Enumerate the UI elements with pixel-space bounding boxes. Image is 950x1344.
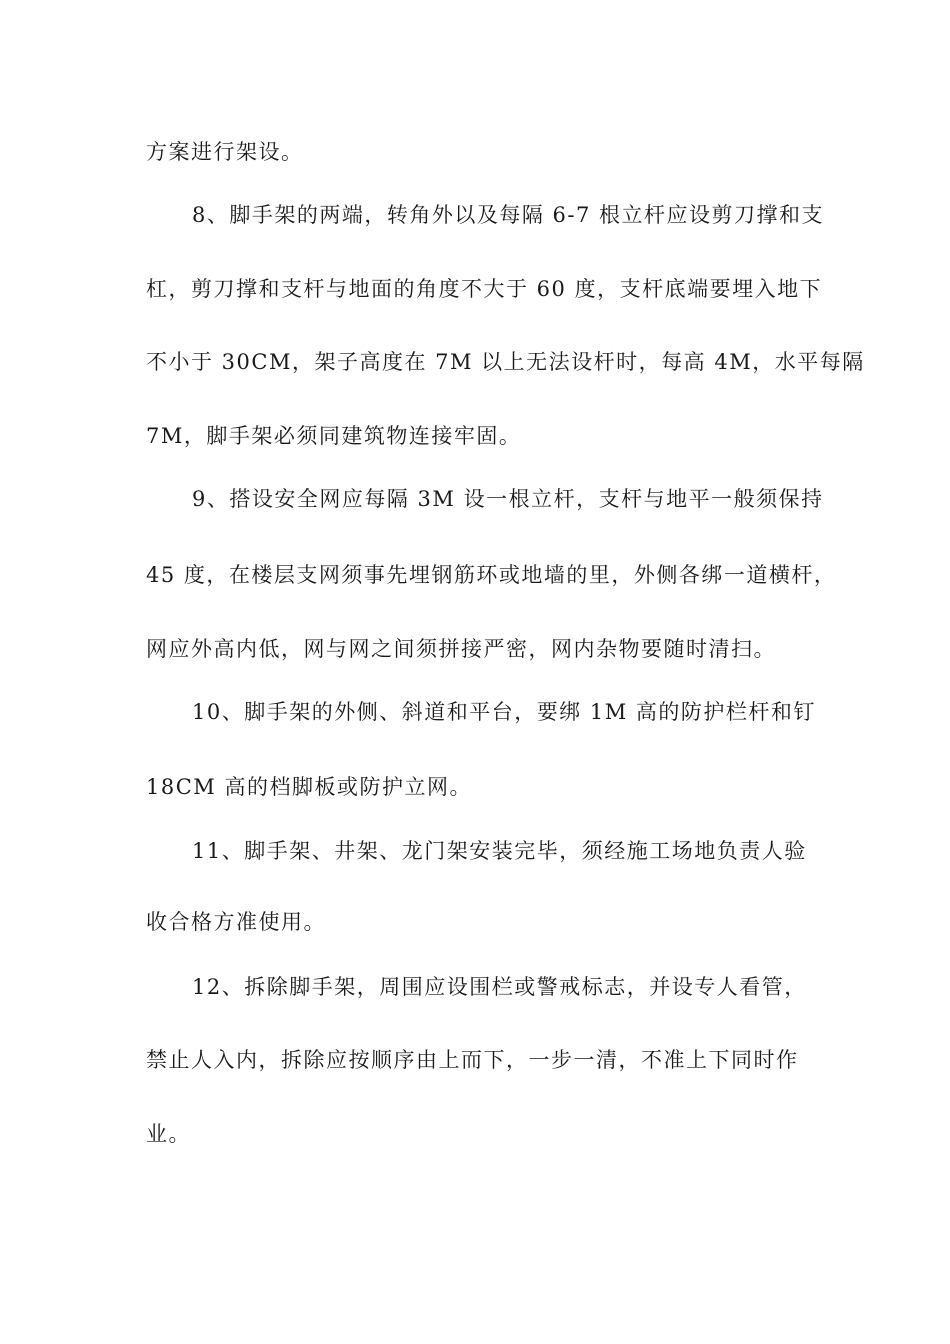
text-line: 9、搭设安全网应每隔 3M 设一根立杆，支杆与地平一般须保持 (192, 487, 824, 511)
text-line: 收合格方准使用。 (146, 910, 326, 934)
text-line: 45 度，在楼层支网须事先埋钢筋环或地墙的里，外侧各绑一道横杆， (146, 563, 837, 587)
text-line: 业。 (146, 1122, 191, 1146)
text-line: 方案进行架设。 (146, 140, 304, 164)
text-line: 7M，脚手架必须同建筑物连接牢固。 (146, 424, 522, 448)
text-line: 10、脚手架的外侧、斜道和平台，要绑 1M 高的防护栏杆和钉 (192, 700, 816, 724)
text-line: 禁止人入内，拆除应按顺序由上而下，一步一清，不准上下同时作 (146, 1048, 799, 1072)
text-line: 网应外高内低，网与网之间须拼接严密，网内杂物要随时清扫。 (146, 637, 776, 661)
text-line: 11、脚手架、井架、龙门架安装完毕，须经施工场地负责人验 (192, 839, 807, 863)
text-line: 12、拆除脚手架，周围应设围栏或警戒标志，并设专人看管， (192, 975, 807, 999)
text-line: 杠，剪刀撑和支杆与地面的角度不大于 60 度，支杆底端要埋入地下 (146, 277, 823, 301)
text-line: 不小于 30CM，架子高度在 7M 以上无法设杆时，每高 4M，水平每隔 (146, 350, 865, 374)
text-line: 8、脚手架的两端，转角外以及每隔 6-7 根立杆应设剪刀撑和支 (192, 203, 825, 227)
text-line: 18CM 高的档脚板或防护立网。 (146, 775, 472, 799)
